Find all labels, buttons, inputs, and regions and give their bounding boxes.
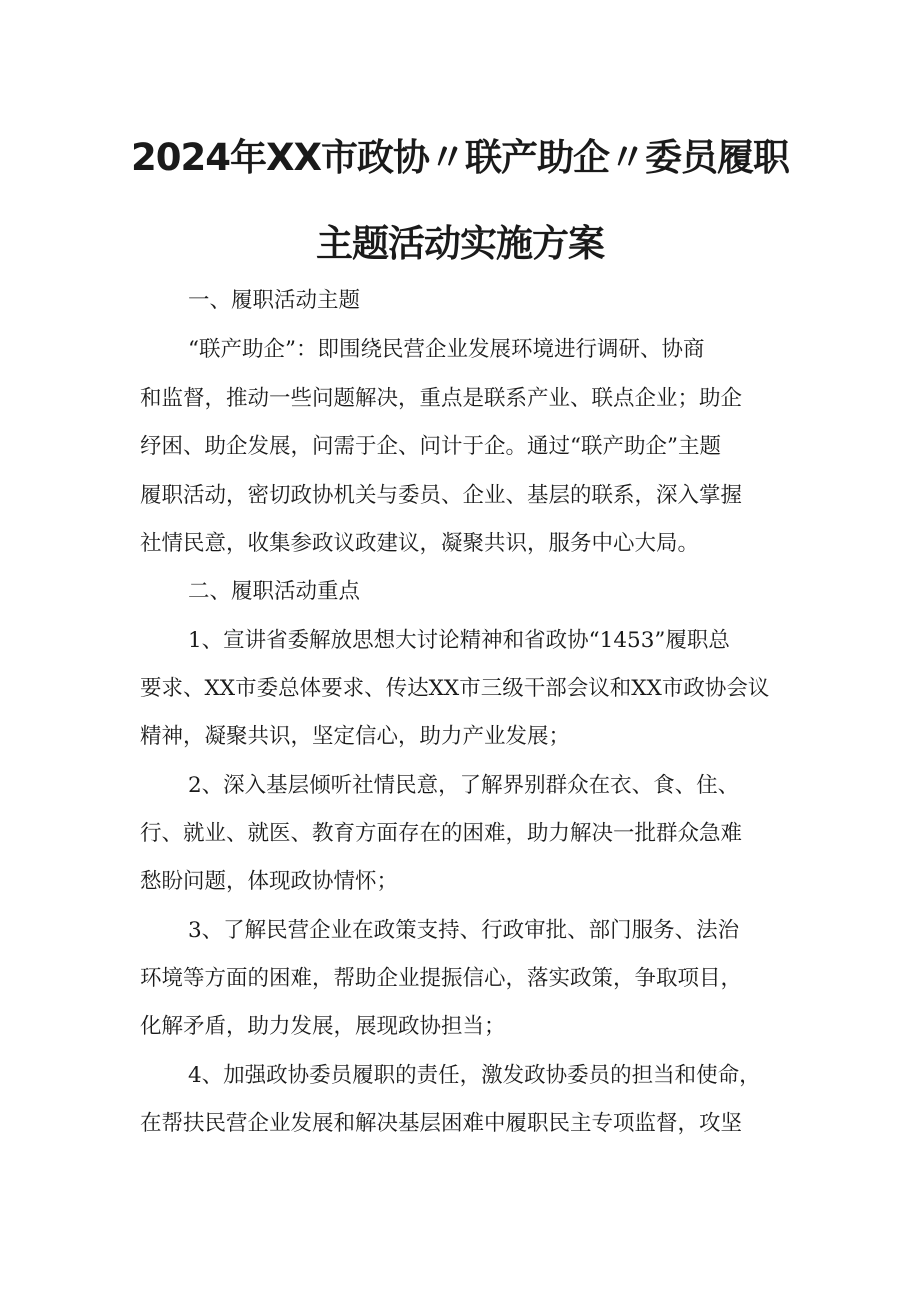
paragraph-line: 3、了解民营企业在政策支持、行政审批、部门服务、法治 xyxy=(188,918,740,943)
paragraph-line: 1、宣讲省委解放思想大讨论精神和省政协“1453”履职总 xyxy=(188,628,730,653)
paragraph-line: 在帮扶民营企业发展和解决基层困难中履职民主专项监督，攻坚 xyxy=(140,1111,743,1136)
section-heading-2: 二、履职活动重点 xyxy=(188,579,361,604)
paragraph-line: 和监督，推动一些问题解决，重点是联系产业、联点企业；助企 xyxy=(140,386,743,411)
paragraph-line: 纾困、助企发展，问需于企、问计于企。通过“联产助企”主题 xyxy=(140,434,721,459)
paragraph-line: 4、加强政协委员履职的责任，激发政协委员的担当和使命， xyxy=(188,1063,761,1088)
paragraph-line: 社情民意，收集参政议政建议，凝聚共识，服务中心大局。 xyxy=(140,531,700,556)
paragraph-line: 行、就业、就医、教育方面存在的困难，助力解决一批群众急难 xyxy=(140,821,743,846)
paragraph-line: 化解矛盾，助力发展，展现政协担当； xyxy=(140,1014,506,1039)
paragraph-line: 2、深入基层倾听社情民意，了解界别群众在衣、食、住、 xyxy=(188,773,740,798)
paragraph-line: “联产助企”：即围绕民营企业发展环境进行调研、协商 xyxy=(188,337,705,362)
paragraph-line: 履职活动，密切政协机关与委员、企业、基层的联系，深入掌握 xyxy=(140,483,743,508)
document-title-line-2: 主题活动实施方案 xyxy=(316,222,604,265)
paragraph-line: 精神，凝聚共识，坚定信心，助力产业发展； xyxy=(140,724,571,749)
document-title-line-1: 2024年XX市政协〃联产助企〃委员履职 xyxy=(130,136,790,179)
paragraph-line: 环境等方面的困难，帮助企业提振信心，落实政策，争取项目， xyxy=(140,966,743,991)
paragraph-line: 要求、XX市委总体要求、传达XX市三级干部会议和XX市政协会议 xyxy=(140,676,770,701)
section-heading-1: 一、履职活动主题 xyxy=(188,288,361,313)
paragraph-line: 愁盼问题，体现政协情怀； xyxy=(140,869,399,894)
